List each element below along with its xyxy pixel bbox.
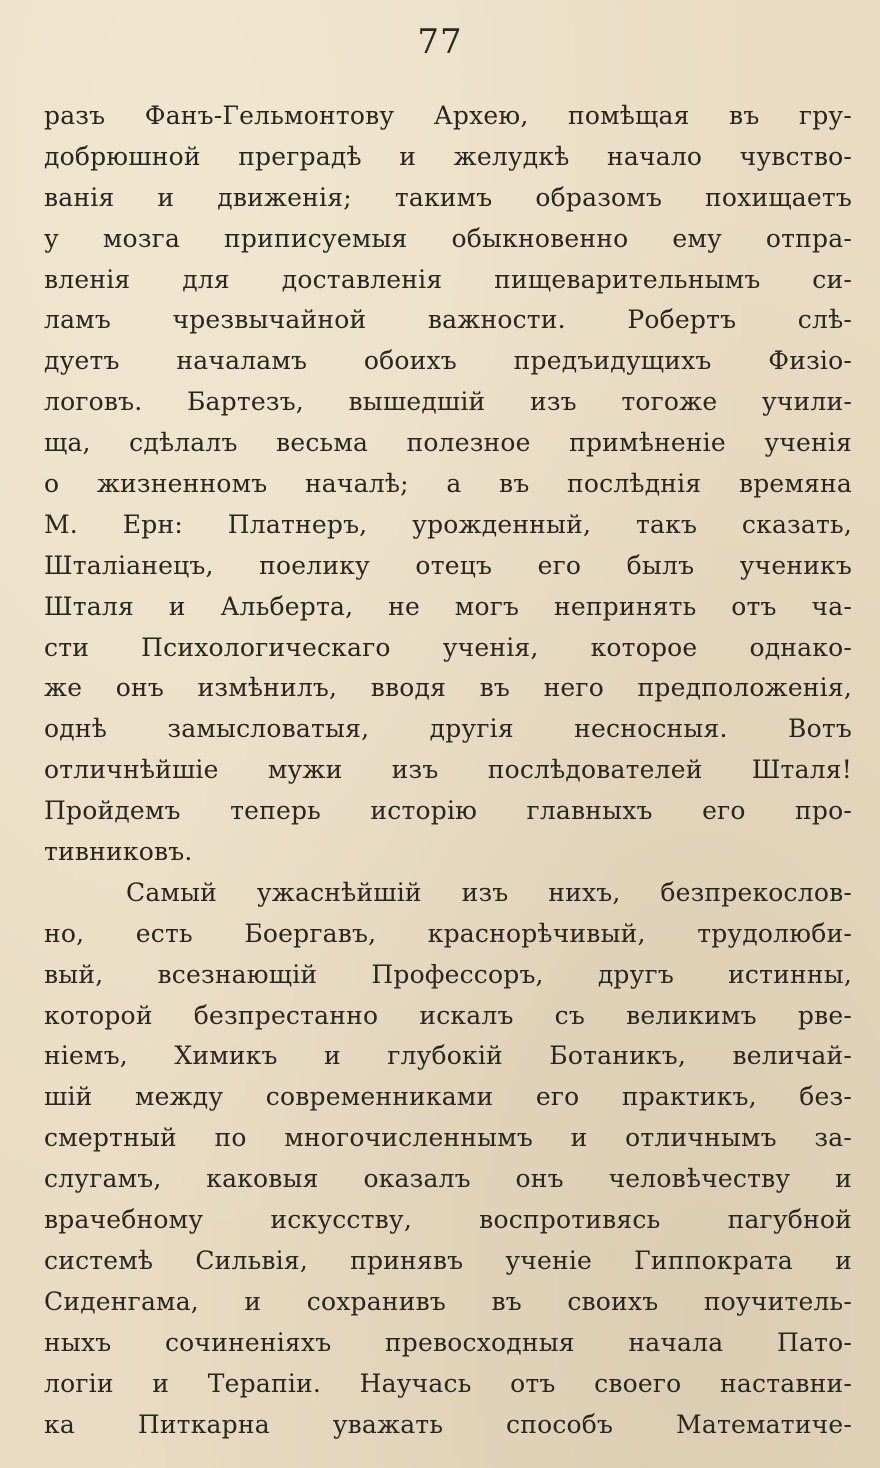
paragraph-start-line: Самый ужаснѣйшій изъ нихъ, безпрекослов- — [126, 877, 852, 907]
text-line: ща, сдѣлалъ весьма полезное примѣненіе ученія — [44, 428, 852, 458]
page-number: 77 — [417, 22, 463, 62]
text-line: однѣ замысловатыя, другія несносныя. Вотъ — [44, 714, 852, 744]
text-line: же онъ измѣнилъ, вводя въ него предположенія, — [44, 673, 852, 703]
text-line: но, есть Боергавъ, краснорѣчивый, трудолюби- — [44, 918, 852, 948]
text-line: о жизненномъ началѣ; а въ послѣднія времяна — [44, 469, 852, 499]
text-line: врачебному искусству, воспротивясь пагубной — [44, 1205, 852, 1235]
text-line: вленія для доставленія пищеварительнымъ си- — [44, 264, 852, 294]
text-line: Шталя и Альберта, не могъ непринять отъ ча- — [44, 591, 852, 621]
text-line: вый, всезнающій Профессоръ, другъ истинны, — [44, 959, 852, 989]
text-line: разъ Фанъ-Гельмонтову Архею, помѣщая въ гру- — [44, 101, 852, 130]
text-line: системѣ Сильвія, принявъ ученіе Гиппократа и — [44, 1245, 852, 1275]
text-line: ламъ чрезвычайной важности. Робертъ слѣ- — [44, 305, 852, 335]
paragraph-end-line: тивниковъ. — [44, 837, 193, 867]
text-line: ка Питкарна уважать способъ Математиче- — [44, 1409, 852, 1439]
text-line: сти Психологическаго ученія, которое однако- — [44, 632, 852, 662]
text-line: Пройдемъ теперь исторію главныхъ его про- — [44, 796, 852, 826]
text-line: у мозга приписуемыя обыкновенно ему отпра- — [44, 223, 852, 253]
text-line: Сиденгама, и сохранивъ въ своихъ поучитель- — [44, 1286, 852, 1316]
text-line: слугамъ, каковыя оказалъ онъ человѣчеству и — [44, 1164, 852, 1194]
text-line: логовъ. Бартезъ, вышедшій изъ тогоже учили- — [44, 387, 852, 417]
text-line: добрюшной преградѣ и желудкѣ начало чувство- — [44, 141, 852, 171]
text-line: ніемъ, Химикъ и глубокій Ботаникъ, величай- — [44, 1041, 852, 1071]
text-line: логіи и Терапіи. Научась отъ своего наставни- — [44, 1368, 852, 1398]
text-line: ныхъ сочиненіяхъ превосходныя начала Пато- — [44, 1327, 852, 1357]
text-line: шій между современниками его практикъ, без- — [44, 1082, 852, 1112]
text-line: которой безпрестанно искалъ съ великимъ рве- — [44, 1000, 852, 1030]
body-text — [44, 96, 852, 1445]
text-line: Шталіанецъ, поелику отецъ его былъ ученикъ — [44, 550, 852, 580]
text-line: смертный по многочисленнымъ и отличнымъ за- — [44, 1123, 852, 1153]
text-line: ванія и движенія; такимъ образомъ похищаетъ — [44, 182, 852, 212]
text-line: отличнѣйшіе мужи изъ послѣдователей Шталя! — [44, 755, 852, 785]
text-line: М. Ерн: Платнеръ, урожденный, такъ сказать, — [44, 509, 852, 539]
text-line: дуетъ началамъ обоихъ предъидущихъ Физіо- — [44, 346, 852, 376]
